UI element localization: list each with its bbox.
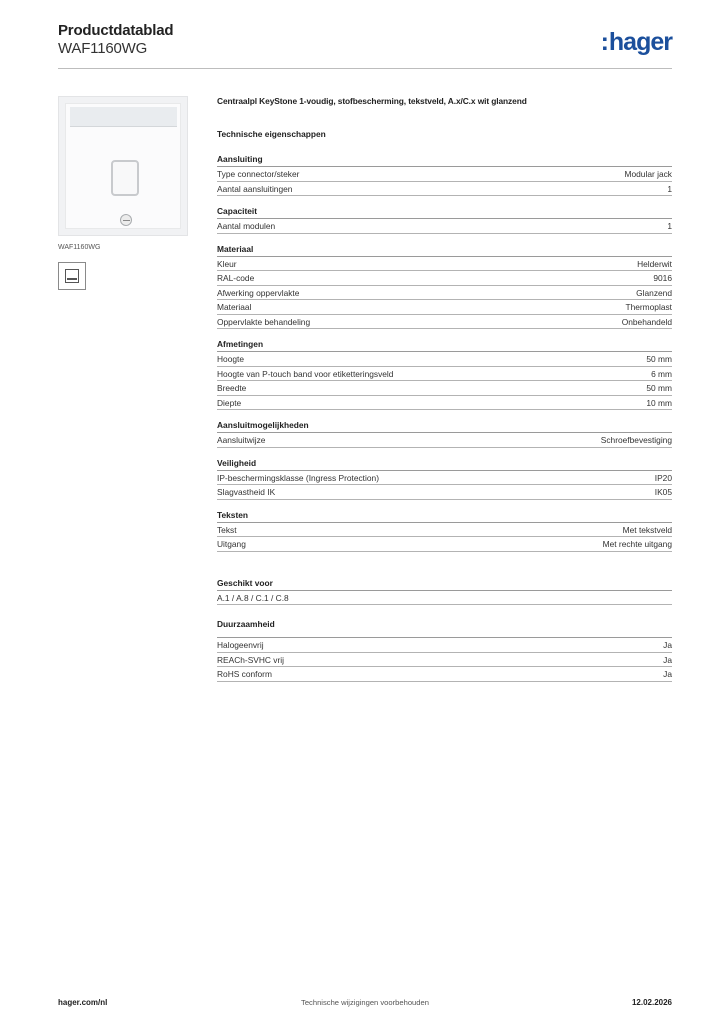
spec-groups (217, 152, 672, 552)
spec-label: IP-beschermingsklasse (Ingress Protection) (217, 472, 379, 483)
document-title: Productdatablad (58, 22, 174, 39)
spec-label: Oppervlakte behandeling (217, 316, 311, 327)
spec-label: Type connector/steker (217, 169, 300, 179)
spec-value: 50 mm (646, 354, 672, 364)
label-field (70, 107, 177, 127)
spec-label: RoHS conform (217, 669, 272, 679)
spec-label: Hoogte van P-touch band voor etiketteringsveld (217, 368, 394, 379)
spec-group (217, 508, 672, 552)
spec-value: Helderwit (637, 258, 672, 269)
logo-text: hager (608, 28, 672, 56)
product-image (58, 96, 188, 236)
spec-label: Uitgang (217, 539, 246, 549)
spec-value: 1 (667, 183, 672, 194)
sustainability-title: Duurzaamheid (217, 619, 275, 629)
spec-value: Modular jack (624, 169, 672, 179)
spec-label: Materiaal (217, 302, 252, 312)
spec-value: 1 (667, 221, 672, 231)
image-caption: WAF1160WG (58, 244, 101, 251)
screw-icon (120, 214, 132, 226)
thumbnail-plate-icon (65, 269, 79, 283)
spec-group (217, 337, 672, 410)
spec-row (217, 219, 672, 234)
hager-logo: :hager (600, 28, 672, 56)
suitable-value: A.1 / A.8 / C.1 / C.8 (217, 591, 672, 606)
spec-value: Ja (663, 640, 672, 650)
spec-value: Ja (663, 669, 672, 679)
product-code: WAF1160WG (58, 40, 148, 57)
spec-value: Met tekstveld (622, 524, 672, 535)
sustainability-rows (217, 637, 672, 682)
spec-row (217, 537, 672, 552)
spec-value: IK05 (654, 487, 672, 497)
spec-value: Glanzend (636, 287, 672, 298)
spec-label: Tekst (217, 524, 237, 535)
spec-value: Thermoplast (625, 302, 672, 312)
product-thumbnail[interactable] (58, 262, 86, 290)
sustainability-group (217, 617, 672, 682)
spec-row (217, 271, 672, 286)
spec-row (217, 182, 672, 197)
spec-group-title: Aansluitmogelijkheden (217, 418, 672, 433)
spec-group (217, 418, 672, 448)
spec-value: IP20 (654, 472, 672, 483)
spec-row (217, 471, 672, 486)
spec-group (217, 204, 672, 234)
spec-label: Diepte (217, 397, 242, 408)
spec-group-title: Aansluiting (217, 152, 672, 167)
spec-label: Halogeenvrij (217, 640, 264, 650)
spec-row (217, 396, 672, 411)
spec-row (217, 667, 672, 682)
spec-row (217, 653, 672, 668)
section-heading: Technische eigenschappen (217, 129, 326, 139)
spec-value: 6 mm (651, 368, 672, 379)
cover-plate (65, 103, 181, 229)
spec-label: Hoogte (217, 354, 245, 364)
footer-disclaimer: Technische wijzigingen voorbehouden (301, 998, 429, 1007)
spec-group-title: Afmetingen (217, 337, 672, 352)
spec-row (217, 315, 672, 330)
spec-row (217, 638, 672, 653)
suitable-title: Geschikt voor (217, 576, 672, 591)
spec-row (217, 381, 672, 396)
spec-content (217, 96, 672, 682)
spec-label: Aantal aansluitingen (217, 183, 293, 194)
spec-group (217, 242, 672, 330)
spec-label: Breedte (217, 383, 247, 393)
spec-label: Afwerking oppervlakte (217, 287, 300, 298)
spec-group (217, 152, 672, 196)
spec-value: 9016 (653, 273, 672, 283)
spec-value: Ja (663, 654, 672, 665)
suitable-group (217, 576, 672, 606)
footer-website-link[interactable]: hager.com/nl (58, 998, 108, 1007)
spec-value: Met rechte uitgang (602, 539, 672, 549)
spec-group-title: Teksten (217, 508, 672, 523)
spec-value: Onbehandeld (621, 316, 672, 327)
spec-row (217, 257, 672, 272)
spec-group-title: Capaciteit (217, 204, 672, 219)
spec-value: 50 mm (646, 383, 672, 393)
spec-group (217, 456, 672, 500)
spec-row (217, 300, 672, 315)
spec-row (217, 523, 672, 538)
keystone-jack-opening (111, 160, 139, 196)
page-header (58, 22, 672, 70)
spec-label: Aantal modulen (217, 221, 276, 231)
spec-value: 10 mm (646, 397, 672, 408)
spec-row (217, 485, 672, 500)
spec-group-title: Materiaal (217, 242, 672, 257)
spec-label: REACh-SVHC vrij (217, 654, 285, 665)
spec-label: Slagvastheid IK (217, 487, 276, 497)
spec-label: RAL-code (217, 273, 255, 283)
spec-row (217, 286, 672, 301)
header-divider (58, 68, 672, 69)
spec-row (217, 167, 672, 182)
spec-group-title: Veiligheid (217, 456, 672, 471)
spec-row (217, 352, 672, 367)
spec-row (217, 367, 672, 382)
spec-label: Kleur (217, 258, 237, 269)
spec-value: Schroefbevestiging (600, 435, 672, 445)
spec-row (217, 433, 672, 448)
footer-date: 12.02.2026 (631, 998, 672, 1007)
product-description: Centraalpl KeyStone 1-voudig, stofbescherming, tekstveld, A.x/C.x wit glanzend (217, 96, 527, 106)
spec-label: Aansluitwijze (217, 435, 266, 445)
